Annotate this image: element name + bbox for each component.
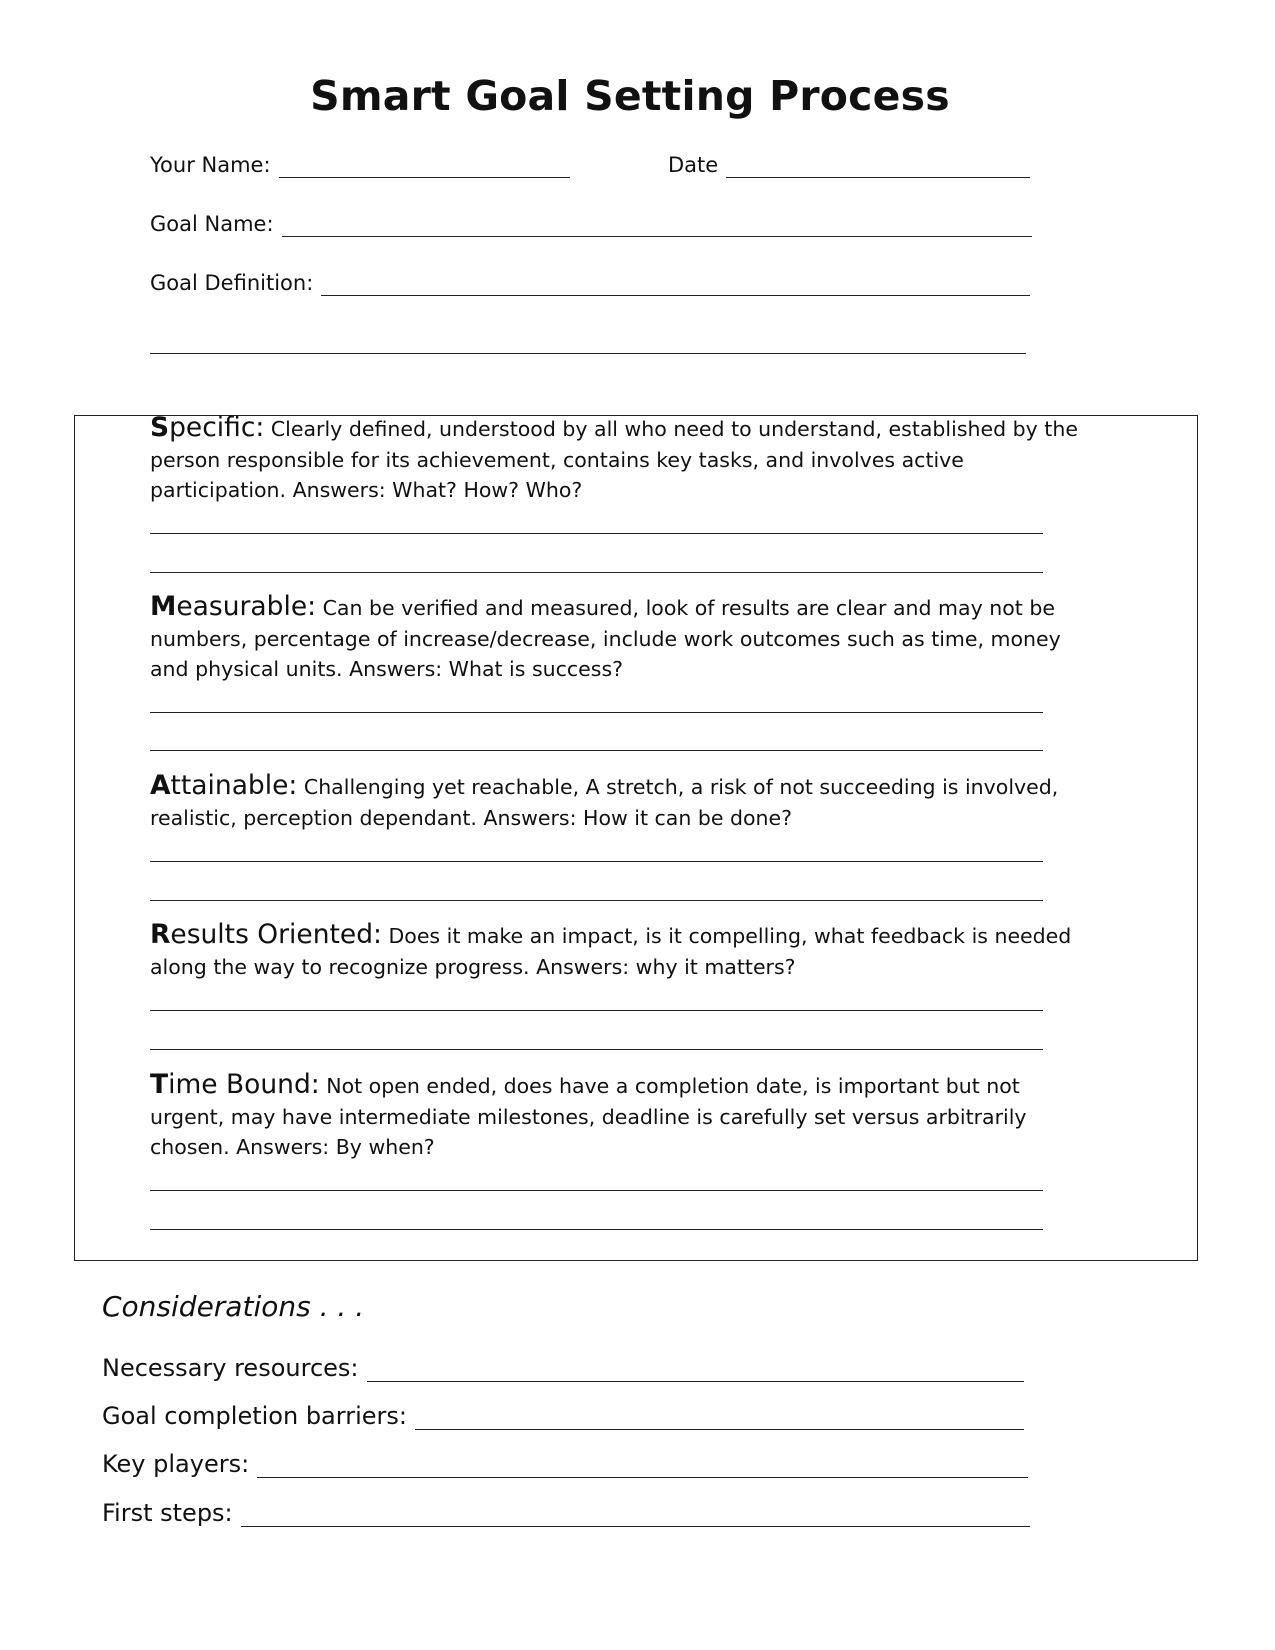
section-description: Challenging yet reachable, A stretch, a risk of not succeeding is involved, realistic, perception dependant. Answers: How it can be done? — [150, 775, 1059, 830]
goal-name-label: Goal Name: — [150, 212, 274, 236]
results-answer-line-2[interactable] — [150, 1049, 1043, 1050]
necessary-resources-field[interactable] — [102, 1354, 1024, 1382]
first-steps-input-line[interactable] — [241, 1502, 1030, 1527]
your-name-field[interactable] — [150, 152, 570, 178]
time-bound-answer-line-1[interactable] — [150, 1190, 1043, 1191]
section-description: Not open ended, does have a completion date, is important but not urgent, may have intermediate milestones, deadline is carefully set versus arbitrarily chosen. Answers: By when? — [150, 1074, 1027, 1159]
necessary-resources-input-line[interactable] — [367, 1357, 1025, 1382]
section-results-oriented — [150, 920, 1110, 982]
section-description: Clearly defined, understood by all who need to understand, established by the person responsible for its achievement, contains key tasks, and involves active participation. Answers: What? How? Who? — [150, 417, 1078, 502]
section-description: Can be verified and measured, look of results are clear and may not be numbers, percentage of increase/decrease, include work outcomes such as time, money and physical units. Answers: What is success? — [150, 596, 1061, 681]
results-answer-line-1[interactable] — [150, 1010, 1043, 1011]
barriers-label: Goal completion barriers: — [102, 1402, 407, 1430]
section-heading: Results Oriented: — [150, 919, 382, 950]
section-heading: Specific: — [150, 412, 265, 443]
attainable-answer-line-2[interactable] — [150, 900, 1043, 901]
section-heading: Time Bound: — [150, 1069, 320, 1100]
section-heading: Measurable: — [150, 591, 317, 622]
goal-definition-label: Goal Definition: — [150, 271, 314, 295]
goal-definition-extra-line[interactable] — [150, 353, 1026, 354]
section-specific — [150, 413, 1090, 506]
goal-name-input-line[interactable] — [282, 214, 1032, 237]
page-title: Smart Goal Setting Process — [310, 72, 950, 120]
your-name-input-line[interactable] — [279, 155, 570, 178]
section-measurable — [150, 592, 1090, 685]
your-name-label: Your Name: — [150, 153, 271, 177]
barriers-field[interactable] — [102, 1402, 1024, 1430]
barriers-input-line[interactable] — [415, 1405, 1024, 1430]
goal-definition-input-line[interactable] — [321, 273, 1030, 296]
first-steps-field[interactable] — [102, 1499, 1030, 1527]
key-players-label: Key players: — [102, 1450, 250, 1478]
section-attainable — [150, 771, 1090, 833]
section-time-bound — [150, 1070, 1095, 1163]
key-players-input-line[interactable] — [257, 1453, 1028, 1478]
considerations-heading: Considerations . . . — [102, 1290, 365, 1323]
date-field[interactable] — [668, 152, 1030, 178]
time-bound-answer-line-2[interactable] — [150, 1229, 1043, 1230]
necessary-resources-label: Necessary resources: — [102, 1354, 359, 1382]
key-players-field[interactable] — [102, 1450, 1028, 1478]
section-description: Does it make an impact, is it compelling, what feedback is needed along the way to recognize progress. Answers: why it matters? — [150, 924, 1072, 979]
goal-name-field[interactable] — [150, 211, 1032, 237]
date-input-line[interactable] — [726, 155, 1030, 178]
first-steps-label: First steps: — [102, 1499, 233, 1527]
measurable-answer-line-2[interactable] — [150, 750, 1043, 751]
attainable-answer-line-1[interactable] — [150, 861, 1043, 862]
specific-answer-line-1[interactable] — [150, 533, 1043, 534]
section-heading: Attainable: — [150, 770, 298, 801]
date-label: Date — [668, 153, 719, 177]
measurable-answer-line-1[interactable] — [150, 712, 1043, 713]
specific-answer-line-2[interactable] — [150, 572, 1043, 573]
goal-definition-field[interactable] — [150, 270, 1030, 296]
